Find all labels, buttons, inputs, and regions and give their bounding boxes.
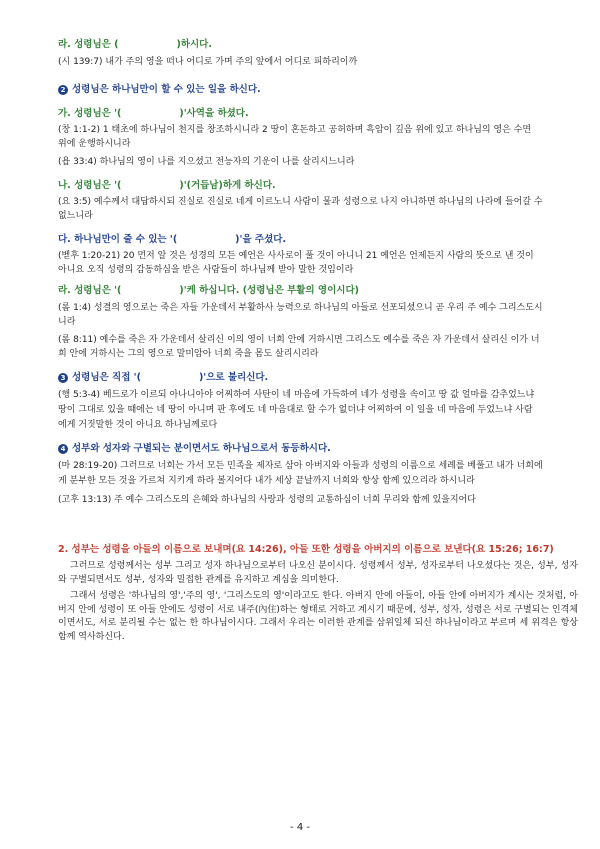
section-2-title: 2. 성부는 성령을 아들의 이름으로 보내며(요 14:26), 아들 또한 성령을 아버지의 이름으로 보낸다(요 15:26; 16:7) <box>58 544 554 555</box>
verse-line: (고후 13:13) 주 예수 그리스도의 은혜와 하나님의 사랑과 성령의 교통하심이 너희 무리와 함께 있을지어다 <box>58 495 476 505</box>
verse-line: 에게 거짓말한 것이 아니요 하나님께로다 <box>58 420 218 430</box>
verse-line: (롬 8:11) 예수를 죽은 자 가운데서 살리신 이의 영이 너희 안에 거하시면 그리스도 예수를 죽은 자 가운데서 살리신 이가 너 <box>58 335 540 345</box>
heading-da: 다. 하나님만이 줄 수 있는 '( )'을 주셨다. <box>58 234 287 245</box>
verse-line: (욥 33:4) 하나님의 영이 나를 지으셨고 전능자의 기운이 나를 살리시느니라 <box>58 157 355 167</box>
verse-line: (요 3:5) 예수께서 대답하시되 진실로 진실로 네게 이르노니 사람이 물과 성령으로 나지 아니하면 하나님의 나라에 들어갈 수 <box>58 197 543 207</box>
number-badge-icon: 4 <box>58 444 68 454</box>
paragraph-2: 그래서 성령은 '하나님의 영','주의 영', '그리스도의 영'이라고도 한다. 아버지 안에 아들이, 아들 안에 아버지가 계시는 것처럼, 아버지 안에 성령이 또 아들 안에도 성령이 서로 내주(內住)하는 형태로 거하고 계시기 때문에, 성부, 성자, 성령은 서로 구별되는 인격체이면서도, 서로 분리될 수는 없는 한 하나님이시다. 그래서 우리는 이러한 관계를 삼위일체 되신 하나님이라고 부르며 세 위격은 항상 함께 역사하신다. <box>58 591 578 642</box>
verse-line: 없느니라 <box>58 211 93 221</box>
verse-line: (시 139:7) 내가 주의 영을 떠나 어디로 가며 주의 앞에서 어디로 피하리이까 <box>58 57 358 67</box>
verse-line: 니라 <box>58 317 76 327</box>
verse-line: (행 5:3-4) 베드로가 이르되 아나니아야 어찌하여 사탄이 네 마음에 가득하여 네가 성령을 속이고 땅 값 얼마를 감추었느냐 <box>58 390 535 400</box>
verse-line: (마 28:19-20) 그러므로 너희는 가서 모든 민족을 제자로 삼아 아버지와 아들과 성령의 이름으로 세례를 베풀고 내가 너희에 <box>58 461 543 471</box>
verse-line: 희 안에 거하시는 그의 영으로 말미암아 너희 죽을 몸도 살리시리라 <box>58 349 319 359</box>
verse-line: 위에 운행하시니라 <box>58 139 131 149</box>
number-badge-icon: 3 <box>58 373 68 383</box>
heading-ra-2: 라. 성령님은 '( )'케 하십니다. (성령님은 부활의 영이시다) <box>58 285 359 296</box>
section-4-heading: 4 성부와 성자와 구별되는 분이면서도 하나님으로서 동등하시다. <box>58 443 578 455</box>
paragraph-1: 그러므로 성령께서는 성부 그리고 성자 하나님으로부터 나오신 분이시다. 성령께서 성부, 성자로부터 나오셨다는 것은, 성부, 성자와 구별되면서도 성부, 성자와 밀접한 관계를 유지하고 계심을 의미한다. <box>58 561 578 585</box>
heading-ra-1: 라. 성령님은 ( )하시다. <box>58 39 212 50</box>
heading-ga: 가. 성령님은 '( )'사역을 하셨다. <box>58 108 249 119</box>
verse-line: 땅이 그대로 있을 때에는 네 땅이 아니며 판 후에도 네 마음대로 할 수가 없더냐 어찌하여 이 일을 네 마음에 두었느냐 사람 <box>58 405 533 415</box>
section-3-heading: 3 성령님은 직접 '( )'으로 불리신다. <box>58 372 578 384</box>
verse-line: (롬 1:4) 성결의 영으로는 죽은 자들 가운데서 부활하사 능력으로 하나님의 아들로 선포되셨으니 곧 우리 주 예수 그리스도시 <box>58 303 543 313</box>
section-2-heading: 2 성령님은 하나님만이 할 수 있는 일을 하신다. <box>58 84 578 96</box>
heading-na: 나. 성령님은 '( )'(거듭남)하게 하신다. <box>58 180 276 191</box>
verse-line: 게 분부한 모든 것을 가르쳐 지키게 하라 볼지어다 내가 세상 끝날까지 너희와 항상 함께 있으리라 하시니라 <box>58 476 475 486</box>
verse-line: (창 1:1-2) 1 태초에 하나님이 천지를 창조하시니라 2 땅이 혼돈하고 공허하며 흑암이 깊음 위에 있고 하나님의 영은 수면 <box>58 125 532 135</box>
page-number: - 4 - <box>290 822 310 833</box>
verse-line: (벧후 1:20-21) 20 먼저 알 것은 성경의 모든 예언은 사사로이 풀 것이 아니니 21 예언은 언제든지 사람의 뜻으로 낸 것이 <box>58 251 534 261</box>
number-badge-icon: 2 <box>58 85 68 95</box>
verse-line: 아니요 오직 성령의 감동하심을 받은 사람들이 하나님께 받아 말한 것임이라 <box>58 265 354 275</box>
